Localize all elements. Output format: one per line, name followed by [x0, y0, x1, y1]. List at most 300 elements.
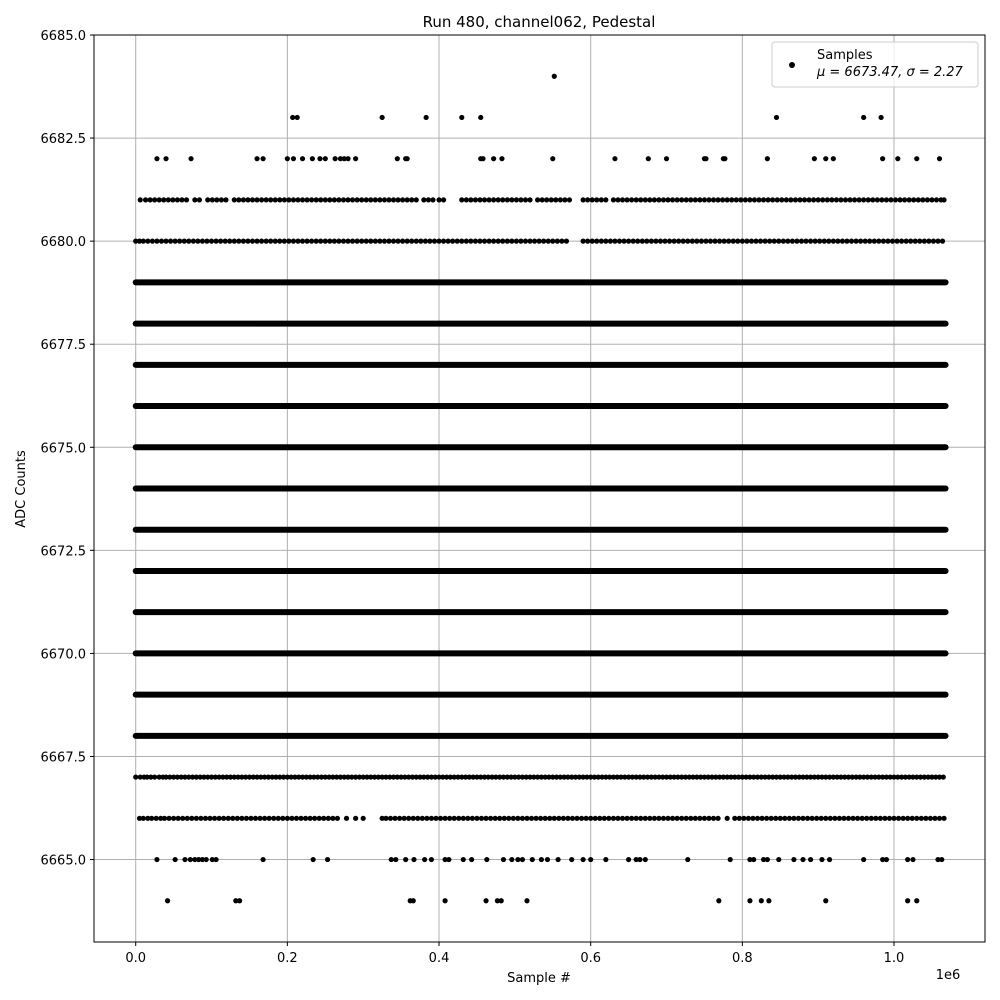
sample-point [501, 857, 506, 862]
sample-point [776, 857, 781, 862]
sample-point [552, 74, 557, 79]
sample-point [837, 816, 842, 821]
sample-point [543, 816, 548, 821]
sample-point [311, 857, 316, 862]
sample-point [207, 816, 212, 821]
sample-point [693, 816, 698, 821]
sample-point [327, 197, 332, 202]
sample-point [173, 857, 178, 862]
sample-point [787, 816, 792, 821]
sample-point [746, 816, 751, 821]
sample-point [922, 239, 927, 244]
sample-point [588, 816, 593, 821]
sample-point [254, 197, 259, 202]
sample-point [887, 816, 892, 821]
sample-point [524, 898, 529, 903]
sample-point [464, 197, 469, 202]
y-tick-label: 6665.0 [40, 853, 86, 869]
sample-point [518, 239, 523, 244]
sample-point [310, 156, 315, 161]
sample-point [217, 816, 222, 821]
sample-point [482, 197, 487, 202]
sample-point [751, 857, 756, 862]
sample-point [213, 857, 218, 862]
sample-point [400, 239, 405, 244]
sample-point [860, 816, 865, 821]
sample-point [761, 197, 766, 202]
sample-point [802, 197, 807, 202]
sample-point [527, 239, 532, 244]
sample-point [544, 197, 549, 202]
sample-point [152, 774, 157, 779]
sample-point [477, 239, 482, 244]
sample-point [184, 197, 189, 202]
sample-point [773, 816, 778, 821]
sample-point [303, 816, 308, 821]
sample-point [323, 239, 328, 244]
sample-point [189, 816, 194, 821]
sample-point [800, 857, 805, 862]
sample-point [755, 816, 760, 821]
sample-point [323, 197, 328, 202]
sample-point [602, 816, 607, 821]
sample-point [353, 156, 358, 161]
sample-point [523, 197, 528, 202]
sample-point [461, 857, 466, 862]
sample-point [656, 197, 661, 202]
sample-point [594, 197, 599, 202]
sample-point [731, 239, 736, 244]
sample-point [831, 156, 836, 161]
sample-point [286, 197, 291, 202]
sample-point [341, 197, 346, 202]
sample-point [553, 197, 558, 202]
sample-point [812, 156, 817, 161]
sample-point [905, 816, 910, 821]
sample-point [473, 197, 478, 202]
sample-point [250, 239, 255, 244]
sample-point [753, 239, 758, 244]
sample-point [916, 197, 921, 202]
sample-point [509, 857, 514, 862]
sample-point [300, 239, 305, 244]
sample-point [426, 197, 431, 202]
sample-point [747, 898, 752, 903]
sample-point [756, 197, 761, 202]
sample-point [450, 239, 455, 244]
sample-point [817, 239, 822, 244]
sample-point [629, 197, 634, 202]
sample-point [286, 239, 291, 244]
sample-point [446, 857, 451, 862]
sample-point [711, 197, 716, 202]
sample-point [192, 197, 197, 202]
sample-point [441, 239, 446, 244]
sample-point [143, 197, 148, 202]
sample-point [484, 857, 489, 862]
sample-point [291, 156, 296, 161]
sample-point [634, 816, 639, 821]
sample-point [420, 816, 425, 821]
sample-point [180, 816, 185, 821]
sample-point [291, 197, 296, 202]
sample-point [843, 197, 848, 202]
sample-point [219, 197, 224, 202]
sample-point [175, 197, 180, 202]
sample-point [391, 197, 396, 202]
sample-point [611, 816, 616, 821]
sample-point [442, 898, 447, 903]
sample-point [171, 816, 176, 821]
sample-point [537, 239, 542, 244]
sample-point [643, 857, 648, 862]
sample-point [317, 156, 322, 161]
sample-point [368, 239, 373, 244]
sample-point [637, 857, 642, 862]
sample-point [749, 239, 754, 244]
sample-point [230, 816, 235, 821]
sample-point [546, 239, 551, 244]
legend-label: Samples [817, 48, 873, 63]
sample-point [226, 816, 231, 821]
sample-point [223, 197, 228, 202]
sample-point [380, 115, 385, 120]
sample-point [715, 197, 720, 202]
sample-point [509, 239, 514, 244]
sample-point [935, 239, 940, 244]
sample-point [688, 197, 693, 202]
sample-point [857, 197, 862, 202]
sample-point [524, 816, 529, 821]
sample-point [182, 857, 187, 862]
sample-point [505, 239, 510, 244]
sample-point [291, 239, 296, 244]
sample-point [241, 239, 246, 244]
sample-point [459, 197, 464, 202]
sample-point [486, 197, 491, 202]
sample-point [844, 239, 849, 244]
sample-point [861, 115, 866, 120]
sample-point [635, 239, 640, 244]
sample-point [203, 816, 208, 821]
sample-point [805, 816, 810, 821]
sample-point [345, 197, 350, 202]
sample-point [261, 857, 266, 862]
sample-point [318, 239, 323, 244]
sample-point [649, 239, 654, 244]
sample-point [735, 239, 740, 244]
sample-point [285, 156, 290, 161]
sample-point [345, 156, 350, 161]
sample-point [896, 816, 901, 821]
sample-point [552, 816, 557, 821]
sample-point [716, 898, 721, 903]
sample-point [888, 197, 893, 202]
sample-point [289, 816, 294, 821]
sample-point [197, 197, 202, 202]
sample-point [264, 239, 269, 244]
sample-point [644, 239, 649, 244]
sample-point [734, 197, 739, 202]
sample-point [446, 239, 451, 244]
sample-point [908, 239, 913, 244]
sample-point [298, 816, 303, 821]
sample-point [436, 197, 441, 202]
sample-point [567, 197, 572, 202]
sample-point [928, 816, 933, 821]
sample-point [273, 239, 278, 244]
sample-point [581, 857, 586, 862]
sample-point [895, 156, 900, 161]
sample-point [188, 156, 193, 161]
sample-point [846, 816, 851, 821]
sample-point [250, 197, 255, 202]
sample-point [834, 197, 839, 202]
sample-point [364, 239, 369, 244]
sample-point [561, 816, 566, 821]
sample-point [656, 816, 661, 821]
sample-point [643, 197, 648, 202]
sample-point [138, 197, 143, 202]
sample-point [200, 239, 205, 244]
sample-point [309, 197, 314, 202]
sample-point [377, 197, 382, 202]
sample-point [806, 197, 811, 202]
sample-point [631, 239, 636, 244]
sample-point [452, 816, 457, 821]
sample-point [703, 156, 708, 161]
sample-point [814, 816, 819, 821]
sample-point [703, 239, 708, 244]
sample-point [667, 239, 672, 244]
sample-point [177, 239, 182, 244]
sample-point [772, 239, 777, 244]
sample-point [550, 156, 555, 161]
sample-point [500, 197, 505, 202]
sample-point [684, 197, 689, 202]
sample-point [170, 197, 175, 202]
sample-point [545, 857, 550, 862]
sample-point [869, 816, 874, 821]
sample-point [145, 239, 150, 244]
sample-point [276, 816, 281, 821]
sample-point [725, 816, 730, 821]
sample-point [232, 239, 237, 244]
sample-point [665, 197, 670, 202]
sample-point [939, 857, 944, 862]
sample-point [325, 857, 330, 862]
sample-point [559, 239, 564, 244]
sample-point [791, 857, 796, 862]
sample-point [442, 816, 447, 821]
legend [772, 42, 978, 87]
legend-stats: μ = 6673.47, σ = 2.27 [817, 65, 963, 80]
sample-point [562, 197, 567, 202]
sample-point [479, 816, 484, 821]
sample-point [665, 816, 670, 821]
sample-point [720, 197, 725, 202]
sample-point [599, 197, 604, 202]
sample-point [157, 197, 162, 202]
sample-point [424, 115, 429, 120]
sample-point [838, 197, 843, 202]
sample-point [509, 197, 514, 202]
sample-point [855, 816, 860, 821]
sample-point [905, 898, 910, 903]
sample-point [891, 816, 896, 821]
sample-point [850, 816, 855, 821]
sample-point [581, 239, 586, 244]
sample-point [491, 156, 496, 161]
sample-point [198, 816, 203, 821]
sample-point [464, 239, 469, 244]
sample-point [530, 857, 535, 862]
sample-point [405, 197, 410, 202]
sample-point [640, 239, 645, 244]
sample-point [831, 239, 836, 244]
sample-point [212, 816, 217, 821]
sample-point [881, 239, 886, 244]
sample-point [264, 197, 269, 202]
sample-point [273, 197, 278, 202]
sample-point [294, 816, 299, 821]
sample-point [744, 239, 749, 244]
sample-point [765, 857, 770, 862]
sample-point [788, 197, 793, 202]
sample-point [204, 239, 209, 244]
sample-point [699, 239, 704, 244]
sample-point [937, 816, 942, 821]
sample-point [872, 239, 877, 244]
sample-point [257, 816, 262, 821]
x-tick-label: 0.4 [428, 951, 450, 966]
sample-point [468, 197, 473, 202]
sample-point [383, 816, 388, 821]
y-axis-label: ADC Counts [14, 450, 29, 528]
sample-point [712, 239, 717, 244]
sample-point [277, 197, 282, 202]
sample-point [694, 239, 699, 244]
sample-point [386, 197, 391, 202]
sample-point [766, 898, 771, 903]
sample-point [823, 898, 828, 903]
sample-point [538, 816, 543, 821]
sample-point [304, 197, 309, 202]
sample-point [350, 239, 355, 244]
sample-point [581, 197, 586, 202]
sample-point [664, 156, 669, 161]
sample-point [520, 816, 525, 821]
sample-point [765, 156, 770, 161]
sample-point [214, 197, 219, 202]
sample-point [590, 239, 595, 244]
sample-point [259, 197, 264, 202]
sample-point [461, 816, 466, 821]
sample-point [205, 197, 210, 202]
sample-point [776, 239, 781, 244]
sample-point [585, 239, 590, 244]
sample-point [555, 239, 560, 244]
sample-point [539, 857, 544, 862]
sample-point [469, 857, 474, 862]
sample-point [740, 239, 745, 244]
sample-point [152, 197, 157, 202]
sample-point [697, 197, 702, 202]
sample-point [827, 857, 832, 862]
sample-point [414, 197, 419, 202]
sample-point [764, 816, 769, 821]
sample-point [341, 239, 346, 244]
sample-point [295, 197, 300, 202]
sample-point [679, 816, 684, 821]
sample-point [483, 898, 488, 903]
sample-point [486, 239, 491, 244]
sample-point [373, 197, 378, 202]
sample-point [411, 857, 416, 862]
sample-point [393, 857, 398, 862]
sample-point [518, 197, 523, 202]
sample-point [314, 239, 319, 244]
sample-point [336, 239, 341, 244]
sample-point [852, 197, 857, 202]
sample-point [769, 816, 774, 821]
sample-point [549, 197, 554, 202]
sample-point [415, 816, 420, 821]
sample-point [832, 816, 837, 821]
sample-point [402, 816, 407, 821]
sample-point [497, 816, 502, 821]
sample-point [511, 816, 516, 821]
sample-point [861, 197, 866, 202]
sample-point [330, 816, 335, 821]
sample-point [590, 197, 595, 202]
sample-point [474, 816, 479, 821]
sample-point [480, 156, 485, 161]
sample-point [646, 156, 651, 161]
sample-point [722, 239, 727, 244]
sample-point [569, 857, 574, 862]
sample-point [715, 816, 720, 821]
sample-point [179, 197, 184, 202]
sample-point [515, 816, 520, 821]
sample-point [819, 857, 824, 862]
sample-point [675, 816, 680, 821]
sample-point [236, 239, 241, 244]
sample-point [395, 239, 400, 244]
x-tick-label: 1.0 [883, 951, 905, 966]
sample-point [790, 239, 795, 244]
sample-point [878, 816, 883, 821]
sample-point [282, 239, 287, 244]
sample-point [523, 239, 528, 244]
sample-point [411, 816, 416, 821]
sample-point [941, 816, 946, 821]
sample-point [925, 197, 930, 202]
sample-point [336, 197, 341, 202]
sample-point [910, 857, 915, 862]
sample-point [923, 816, 928, 821]
sample-point [791, 816, 796, 821]
sample-point [617, 239, 622, 244]
sample-point [564, 239, 569, 244]
sample-point [840, 239, 845, 244]
sample-point [684, 816, 689, 821]
sample-point [624, 816, 629, 821]
sample-point [165, 898, 170, 903]
sample-point [327, 239, 332, 244]
sample-point [901, 816, 906, 821]
sample-point [493, 816, 498, 821]
